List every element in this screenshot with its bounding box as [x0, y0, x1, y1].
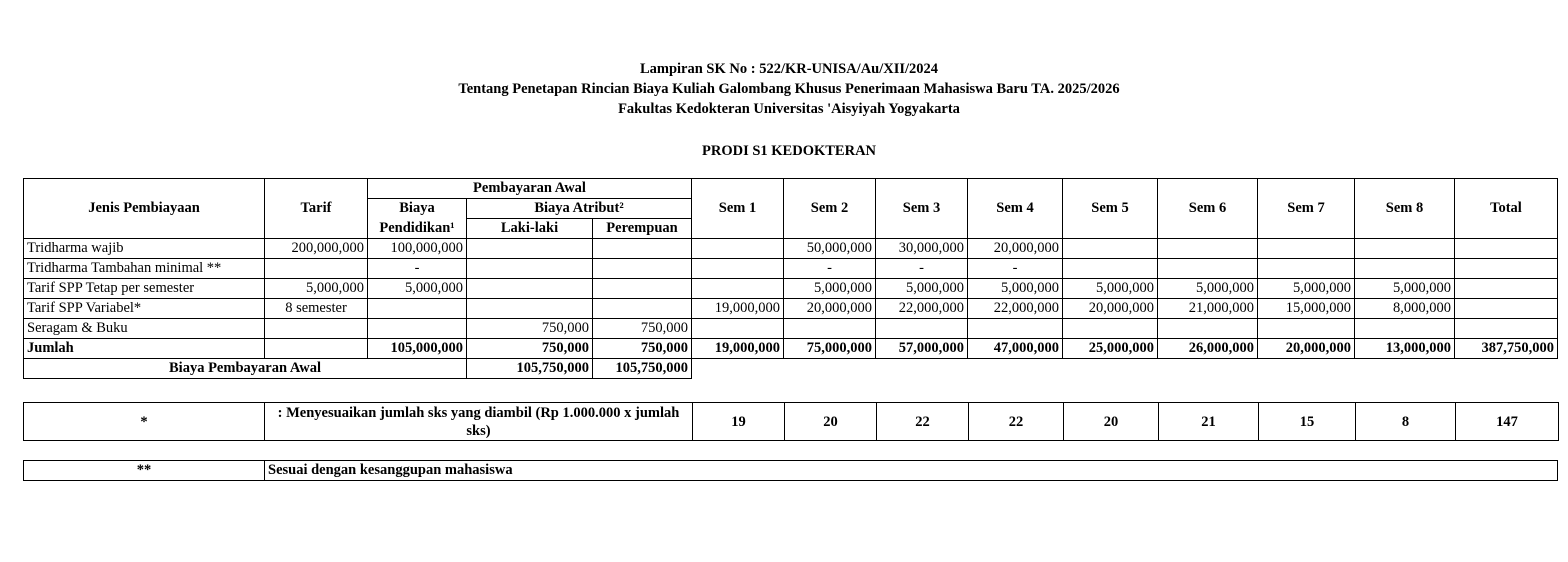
cell-s4: 5,000,000: [968, 279, 1063, 299]
cell-pendidikan: 5,000,000: [368, 279, 467, 299]
col-biaya-atribut: Biaya Atribut²: [467, 199, 692, 219]
col-tarif: Tarif: [265, 179, 368, 239]
cell-s8: [1355, 319, 1455, 339]
cell-s4: 20,000,000: [968, 239, 1063, 259]
table-row: [24, 239, 1558, 259]
cell-s1: 19,000,000: [692, 339, 784, 359]
biaya-awal-label: Biaya Pembayaran Awal: [24, 359, 467, 379]
note-sks-s6: 21: [1159, 403, 1259, 441]
cell-s3: [876, 319, 968, 339]
biaya-awal-perempuan: 105,750,000: [593, 359, 692, 379]
cell-jenis: Jumlah: [24, 339, 265, 359]
col-laki: Laki-laki: [467, 219, 593, 239]
cell-total: [1455, 319, 1558, 339]
note-sks-s4: 22: [969, 403, 1064, 441]
faculty-name: Fakultas Kedokteran Universitas 'Aisyiyah Yogyakarta: [618, 101, 960, 117]
cell-s3: 5,000,000: [876, 279, 968, 299]
cell-s3: -: [876, 259, 968, 279]
cell-s1: [692, 239, 784, 259]
cell-s2: 5,000,000: [784, 279, 876, 299]
cell-s7: 20,000,000: [1258, 339, 1355, 359]
cell-s8: 8,000,000: [1355, 299, 1455, 319]
cell-s7: [1258, 319, 1355, 339]
note-sks-s5: 20: [1064, 403, 1159, 441]
cell-perempuan: [593, 279, 692, 299]
cell-s2: 50,000,000: [784, 239, 876, 259]
cell-perempuan: 750,000: [593, 319, 692, 339]
col-total: Total: [1455, 179, 1558, 239]
cell-s6: [1158, 239, 1258, 259]
cell-s6: 21,000,000: [1158, 299, 1258, 319]
cell-pendidikan: 105,000,000: [368, 339, 467, 359]
table-row: [24, 319, 1558, 339]
cell-s8: 5,000,000: [1355, 279, 1455, 299]
col-sem2: Sem 2: [784, 179, 876, 239]
empty-space: [692, 359, 1558, 379]
cell-s5: 5,000,000: [1063, 279, 1158, 299]
note-sks-s7: 15: [1259, 403, 1356, 441]
cell-tarif: [265, 319, 368, 339]
cell-s3: 30,000,000: [876, 239, 968, 259]
cell-perempuan: [593, 239, 692, 259]
cell-s6: 5,000,000: [1158, 279, 1258, 299]
cell-jenis: Tarif SPP Tetap per semester: [24, 279, 265, 299]
biaya-awal-laki: 105,750,000: [467, 359, 593, 379]
doc-subtitle: Tentang Penetapan Rincian Biaya Kuliah Galombang Khusus Penerimaan Mahasiswa Baru TA. 2025/2026: [458, 81, 1120, 97]
cell-s4: -: [968, 259, 1063, 279]
table-row: [24, 279, 1558, 299]
cell-total: [1455, 279, 1558, 299]
note-sks-text: : Menyesuaikan jumlah sks yang diambil (Rp 1.000.000 x jumlah sks): [265, 403, 693, 441]
note-sks-marker: *: [24, 403, 265, 441]
cell-s6: 26,000,000: [1158, 339, 1258, 359]
note-sks-s3: 22: [877, 403, 969, 441]
cell-perempuan: [593, 259, 692, 279]
cell-s7: [1258, 239, 1355, 259]
col-biaya-pendidikan-bottom: Pendidikan¹: [368, 219, 467, 239]
table-row: [24, 299, 1558, 319]
cell-s2: 20,000,000: [784, 299, 876, 319]
cell-s8: 13,000,000: [1355, 339, 1455, 359]
cell-laki: [467, 239, 593, 259]
cell-s3: 22,000,000: [876, 299, 968, 319]
cell-pendidikan: 100,000,000: [368, 239, 467, 259]
cell-total: [1455, 239, 1558, 259]
col-jenis: Jenis Pembiayaan: [24, 179, 265, 239]
cell-jenis: Tridharma wajib: [24, 239, 265, 259]
cell-s4: [968, 319, 1063, 339]
cell-s7: [1258, 259, 1355, 279]
prodi-title: PRODI S1 KEDOKTERAN: [701, 143, 877, 159]
cell-laki: [467, 299, 593, 319]
cell-perempuan: [593, 299, 692, 319]
note-sks-total: 147: [1456, 403, 1559, 441]
note-mhs-text: Sesuai dengan kesanggupan mahasiswa: [265, 461, 1558, 481]
cell-s8: [1355, 259, 1455, 279]
cell-pendidikan: [368, 319, 467, 339]
col-perempuan: Perempuan: [593, 219, 692, 239]
cell-tarif: [265, 259, 368, 279]
cell-s6: [1158, 259, 1258, 279]
cell-laki: 750,000: [467, 319, 593, 339]
cell-s3: 57,000,000: [876, 339, 968, 359]
note-sks-s2: 20: [785, 403, 877, 441]
cell-jenis: Tridharma Tambahan minimal **: [24, 259, 265, 279]
doc-title: Lampiran SK No : 522/KR-UNISA/Au/XII/2024: [639, 61, 939, 77]
cell-s4: 22,000,000: [968, 299, 1063, 319]
col-sem6: Sem 6: [1158, 179, 1258, 239]
cell-laki: 750,000: [467, 339, 593, 359]
col-biaya-pendidikan-top: Biaya: [368, 199, 467, 219]
col-sem8: Sem 8: [1355, 179, 1455, 239]
col-sem4: Sem 4: [968, 179, 1063, 239]
cell-s5: 20,000,000: [1063, 299, 1158, 319]
cell-s4: 47,000,000: [968, 339, 1063, 359]
note-sks-s1: 19: [693, 403, 785, 441]
cell-s1: [692, 259, 784, 279]
col-sem7: Sem 7: [1258, 179, 1355, 239]
cell-s2: [784, 319, 876, 339]
cell-s2: 75,000,000: [784, 339, 876, 359]
cell-pendidikan: -: [368, 259, 467, 279]
note-mahasiswa-table: [23, 460, 1558, 481]
biaya-awal-row: [24, 359, 1558, 379]
note-sks-s8: 8: [1356, 403, 1456, 441]
cell-total: [1455, 299, 1558, 319]
col-sem5: Sem 5: [1063, 179, 1158, 239]
cell-s1: 19,000,000: [692, 299, 784, 319]
cell-s5: [1063, 259, 1158, 279]
cell-s7: 5,000,000: [1258, 279, 1355, 299]
cell-total: 387,750,000: [1455, 339, 1558, 359]
col-sem3: Sem 3: [876, 179, 968, 239]
cell-s1: [692, 319, 784, 339]
cell-tarif: 200,000,000: [265, 239, 368, 259]
col-sem1: Sem 1: [692, 179, 784, 239]
cell-s5: 25,000,000: [1063, 339, 1158, 359]
note-sks-table: [23, 402, 1559, 441]
cell-pendidikan: [368, 299, 467, 319]
cell-laki: [467, 279, 593, 299]
cell-perempuan: 750,000: [593, 339, 692, 359]
cell-s2: -: [784, 259, 876, 279]
cell-s1: [692, 279, 784, 299]
note-mhs-marker: **: [24, 461, 265, 481]
cell-s5: [1063, 239, 1158, 259]
cell-jenis: Tarif SPP Variabel*: [24, 299, 265, 319]
table-row: [24, 259, 1558, 279]
fee-table: [23, 178, 1558, 379]
cell-s5: [1063, 319, 1158, 339]
cell-tarif: 5,000,000: [265, 279, 368, 299]
col-pembayaran-awal: Pembayaran Awal: [368, 179, 692, 199]
cell-jenis: Seragam & Buku: [24, 319, 265, 339]
cell-tarif: 8 semester: [265, 299, 368, 319]
cell-s6: [1158, 319, 1258, 339]
cell-s8: [1355, 239, 1455, 259]
cell-total: [1455, 259, 1558, 279]
cell-s7: 15,000,000: [1258, 299, 1355, 319]
cell-tarif: [265, 339, 368, 359]
cell-laki: [467, 259, 593, 279]
jumlah-row: [24, 339, 1558, 359]
